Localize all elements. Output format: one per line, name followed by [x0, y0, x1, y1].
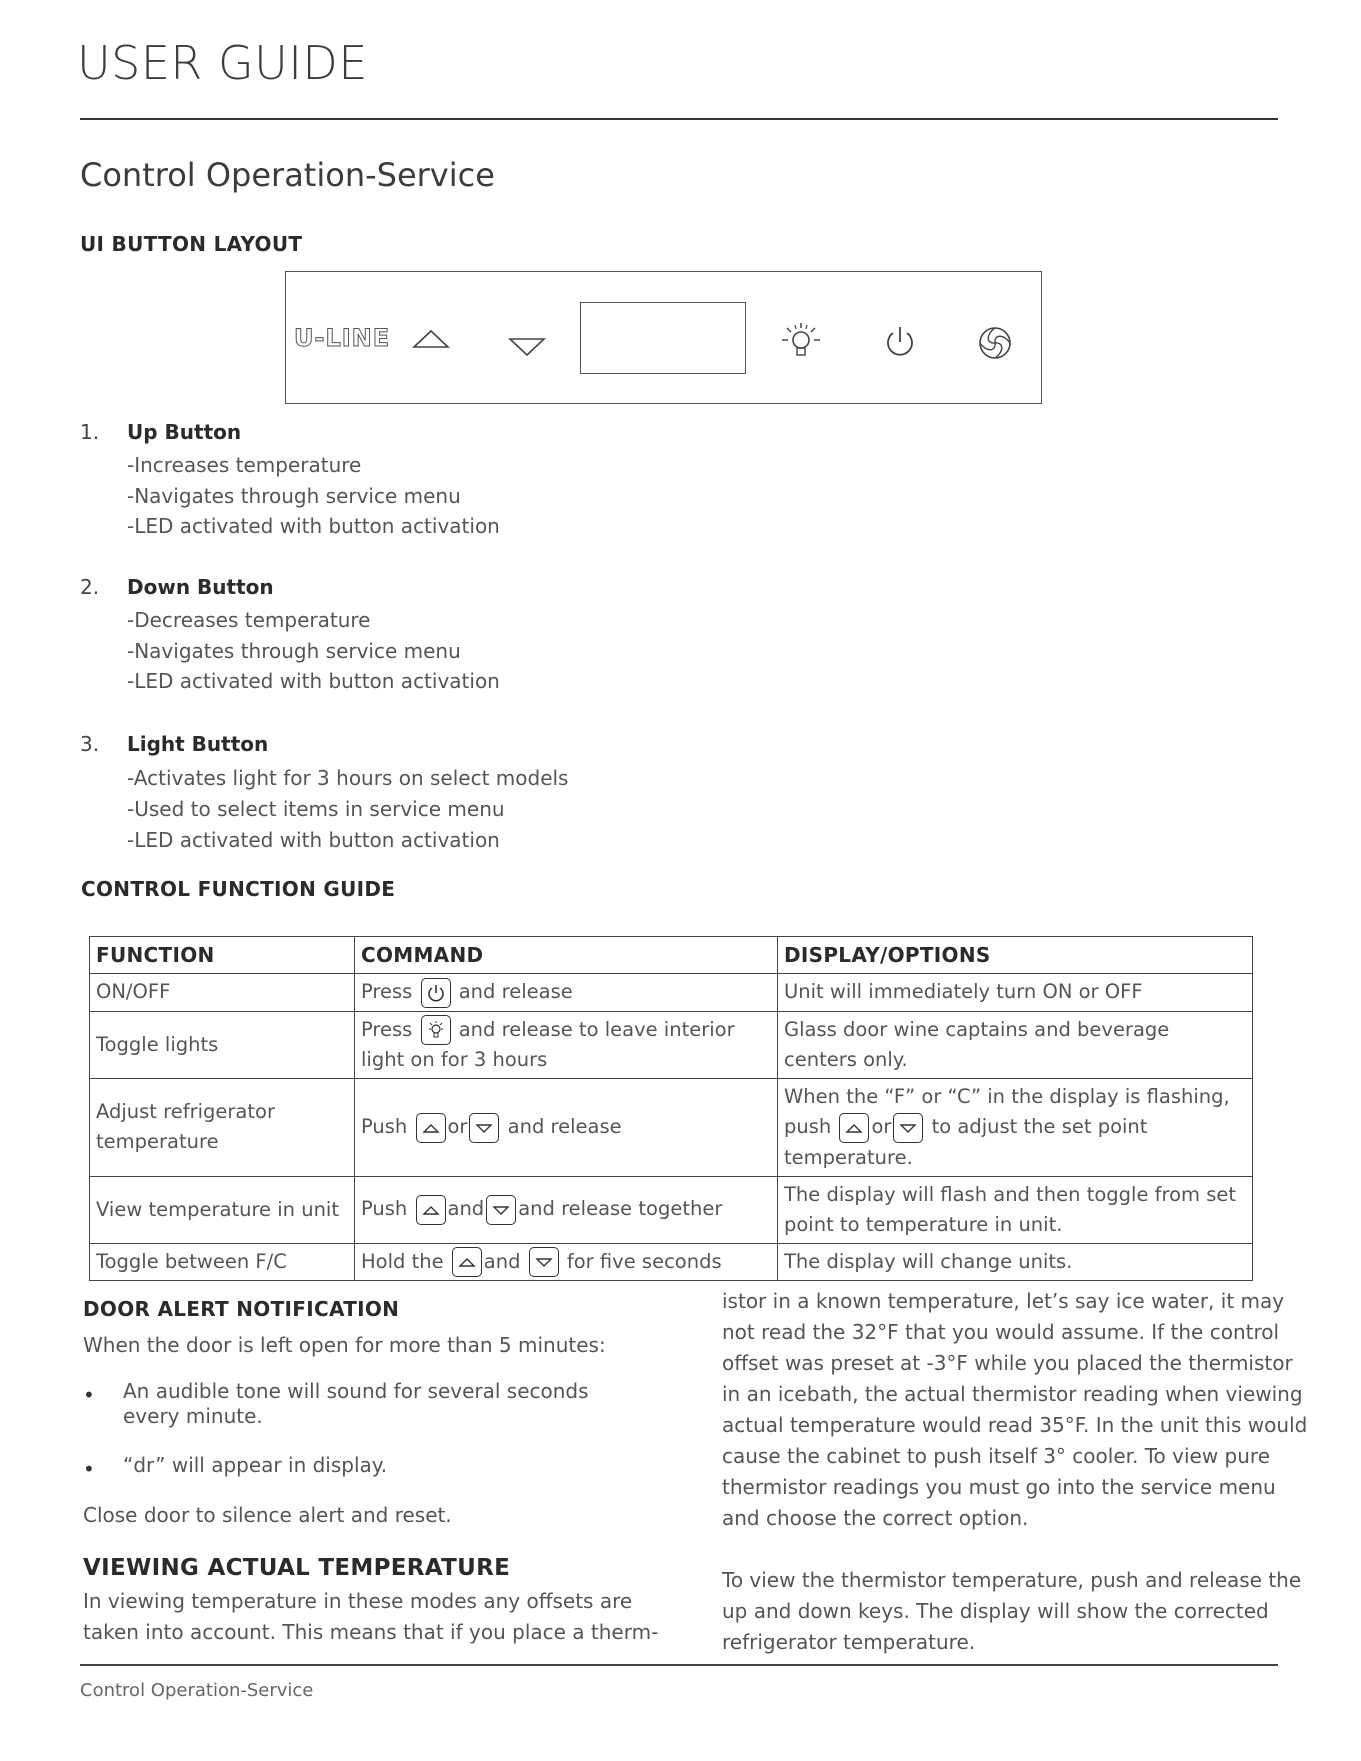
viewing-temp-line: In viewing temperature in these modes any offsets are	[83, 1589, 633, 1613]
footer-text: Control Operation-Service	[80, 1680, 314, 1701]
table-row	[90, 1011, 1253, 1079]
temperature-display	[580, 302, 746, 374]
function-cell: ON/OFF	[90, 974, 355, 1012]
down-key-icon	[469, 1113, 499, 1143]
command-cell	[355, 974, 778, 1012]
up-key-icon	[452, 1247, 482, 1277]
viewing-temp-line: taken into account. This means that if you place a therm-	[83, 1620, 659, 1644]
down-key-icon	[529, 1247, 559, 1277]
paragraph-line: actual temperature would read 35°F. In the unit this would	[722, 1413, 1308, 1437]
page-header-title: USER GUIDE	[77, 36, 368, 90]
paragraph-line: in an icebath, the actual thermistor reading when viewing	[722, 1382, 1303, 1406]
command-text: and release	[507, 1115, 622, 1138]
display-text: or	[871, 1115, 892, 1138]
item-line: -LED activated with button activation	[127, 514, 500, 538]
item-number: 3.	[80, 732, 100, 756]
up-key-icon	[416, 1195, 446, 1225]
table-header-row	[90, 937, 1253, 974]
item-line: -Used to select items in service menu	[127, 797, 505, 821]
up-arrow-icon	[412, 328, 450, 350]
uline-logo: U-LINE	[294, 324, 391, 352]
paragraph-line: istor in a known temperature, let’s say ice water, it may	[722, 1289, 1285, 1313]
down-key-icon	[893, 1113, 923, 1143]
paragraph-line: up and down keys. The display will show the corrected	[722, 1599, 1269, 1623]
door-alert-bullet: An audible tone will sound for several seconds every minute.	[123, 1379, 589, 1428]
display-cell	[778, 1079, 1253, 1177]
light-key-icon	[421, 1015, 451, 1045]
column-header: COMMAND	[355, 937, 778, 974]
command-text: Hold the	[361, 1249, 444, 1273]
mode-swirl-icon	[976, 324, 1014, 362]
bullet-icon: •	[83, 1383, 95, 1407]
paragraph-line: refrigerator temperature.	[722, 1630, 976, 1654]
function-cell: Adjust refrigerator temperature	[90, 1079, 355, 1177]
item-number: 2.	[80, 575, 100, 599]
viewing-temp-heading: VIEWING ACTUAL TEMPERATURE	[83, 1555, 511, 1581]
command-text: for five seconds	[566, 1249, 722, 1273]
header-divider	[80, 118, 1278, 120]
command-text: and release to leave interior light on for 3 hours	[361, 1017, 735, 1071]
up-key-icon	[416, 1113, 446, 1143]
command-text: and release	[458, 980, 573, 1003]
paragraph-line: not read the 32°F that you would assume. If the control	[722, 1320, 1280, 1344]
footer-divider	[80, 1664, 1278, 1666]
table-row	[90, 1079, 1253, 1177]
item-title: Light Button	[127, 732, 269, 756]
command-cell	[355, 1011, 778, 1079]
paragraph-line: cause the cabinet to push itself 3° cooler. To view pure	[722, 1444, 1271, 1468]
item-number: 1.	[80, 420, 100, 444]
table-row	[90, 1176, 1253, 1243]
door-alert-intro: When the door is left open for more than 5 minutes:	[83, 1333, 606, 1357]
section-title: Control Operation-Service	[80, 156, 495, 194]
control-panel-diagram	[285, 271, 1042, 404]
paragraph-line: To view the thermistor temperature, push and release the	[722, 1568, 1302, 1592]
function-cell: Toggle lights	[90, 1011, 355, 1079]
paragraph-line: offset was preset at -3°F while you placed the thermistor	[722, 1351, 1293, 1375]
command-text: Press	[361, 1017, 413, 1041]
control-function-table	[89, 936, 1253, 1281]
item-line: -LED activated with button activation	[127, 669, 500, 693]
power-key-icon	[421, 978, 451, 1008]
item-line: -Increases temperature	[127, 453, 362, 477]
display-cell: The display will change units.	[778, 1243, 1253, 1281]
item-title: Up Button	[127, 420, 242, 444]
display-text: When the “F” or “C” in the display is flashing, push	[784, 1085, 1230, 1138]
command-text: and	[483, 1249, 521, 1273]
table-row	[90, 974, 1253, 1012]
function-cell: Toggle between F/C	[90, 1243, 355, 1281]
item-line: -LED activated with button activation	[127, 828, 500, 852]
display-cell: Unit will immediately turn ON or OFF	[778, 974, 1253, 1012]
down-key-icon	[486, 1195, 516, 1225]
right-column-text	[722, 1286, 1307, 1658]
item-line: -Decreases temperature	[127, 608, 371, 632]
command-text: or	[447, 1115, 468, 1138]
display-text: to adjust the set point temperature.	[784, 1115, 1148, 1169]
paragraph-line: thermistor readings you must go into the service menu	[722, 1475, 1276, 1499]
down-arrow-icon	[508, 336, 546, 358]
up-key-icon	[839, 1113, 869, 1143]
command-text: and release together	[518, 1197, 723, 1221]
paragraph-line: and choose the correct option.	[722, 1506, 1029, 1530]
item-line: -Activates light for 3 hours on select models	[127, 766, 569, 790]
door-alert-bullet: “dr” will appear in display.	[123, 1453, 388, 1477]
display-cell: The display will flash and then toggle from set point to temperature in unit.	[778, 1176, 1253, 1243]
control-function-guide-heading: CONTROL FUNCTION GUIDE	[81, 877, 396, 901]
power-icon	[882, 324, 918, 360]
bullet-icon: •	[83, 1457, 95, 1481]
command-text: and	[447, 1197, 485, 1221]
command-text: Push	[361, 1115, 408, 1138]
column-header: FUNCTION	[90, 937, 355, 974]
command-text: Press	[361, 980, 413, 1003]
door-alert-heading: DOOR ALERT NOTIFICATION	[83, 1297, 400, 1321]
light-bulb-icon	[779, 320, 823, 364]
ui-button-layout-heading: UI BUTTON LAYOUT	[80, 232, 303, 256]
command-cell	[355, 1176, 778, 1243]
column-header: DISPLAY/OPTIONS	[778, 937, 1253, 974]
item-line: -Navigates through service menu	[127, 484, 461, 508]
command-cell	[355, 1243, 778, 1281]
item-title: Down Button	[127, 575, 274, 599]
command-text: Push	[361, 1197, 408, 1221]
display-cell: Glass door wine captains and beverage centers only.	[778, 1011, 1253, 1079]
table-row	[90, 1243, 1253, 1281]
item-line: -Navigates through service menu	[127, 639, 461, 663]
function-cell: View temperature in unit	[90, 1176, 355, 1243]
door-alert-closing: Close door to silence alert and reset.	[83, 1503, 452, 1527]
command-cell	[355, 1079, 778, 1177]
